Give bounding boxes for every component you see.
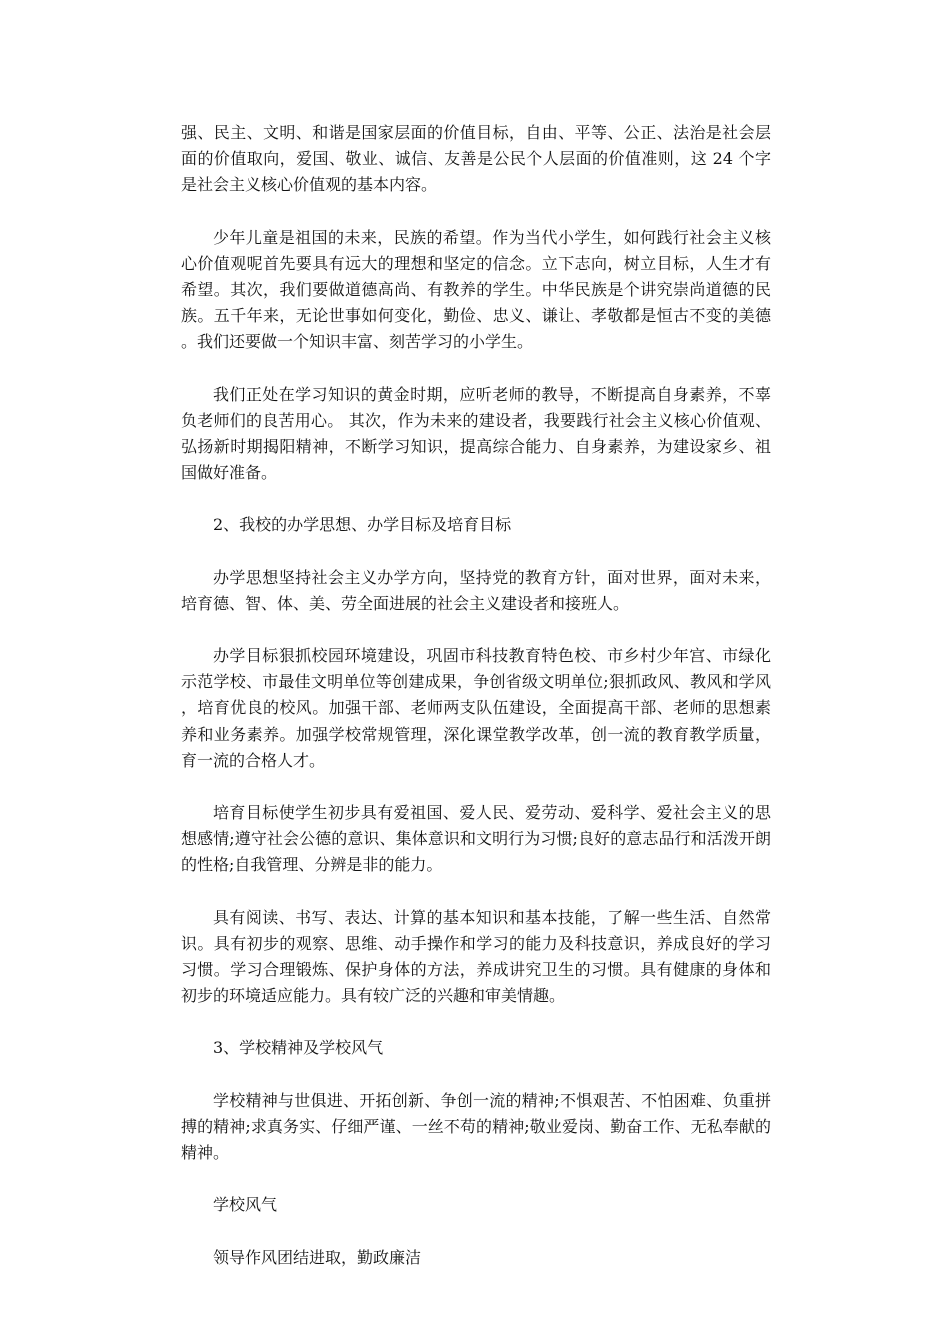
section-heading-school-philosophy: 2、我校的办学思想、办学目标及培育目标: [213, 515, 512, 535]
paragraph-core-values: 强、民主、文明、和谐是国家层面的价值目标，自由、平等、公正、法治是社会层面的价值取向，爱国、敬业、诚信、友善是公民个人层面的价值准则，这 24 个字是社会主义核心价值观的基本内容。: [181, 123, 771, 195]
paragraph-youth-future: 少年儿童是祖国的未来，民族的希望。作为当代小学生，如何践行社会主义核心价值观呢首先要具有远大的理想和坚定的信念。立下志向，树立目标，人生才有希望。其次，我们要做道德高尚、有教养的学生。中华民族是个讲究崇尚道德的民族。五千年来，无论世事如何变化，勤俭、忠义、谦让、孝敬都是恒古不变的美德。我们还要做一个知识丰富、刻苦学习的小学生。: [181, 227, 771, 352]
paragraph-leadership-style: 领导作风团结进取，勤政廉洁: [213, 1247, 422, 1267]
document-body: [181, 120, 771, 1297]
paragraph-training-goals: 培育目标使学生初步具有爱祖国、爱人民、爱劳动、爱科学、爱社会主义的思想感情;遵守社会公德的意识、集体意识和文明行为习惯;良好的意志品行和活泼开朗的性格;自我管理、分辨是非的能力。: [181, 803, 771, 875]
paragraph-school-goals: 办学目标狠抓校园环境建设，巩固市科技教育特色校、市乡村少年宫、市绿化示范学校、市最佳文明单位等创建成果，争创省级文明单位;狠抓政风、教风和学风，培育优良的校风。加强干部、老师两支队伍建设，全面提高干部、老师的思想素养和业务素养。加强学校常规管理，深化课堂教学改革，创一流的教育教学质量，育一流的合格人才。: [181, 646, 771, 770]
section-heading-school-spirit: 3、学校精神及学校风气: [213, 1038, 384, 1058]
paragraph-school-spirit: 学校精神与世俱进、开拓创新、争创一流的精神;不惧艰苦、不怕困难、负重拼搏的精神;求真务实、仔细严谨、一丝不苟的精神;敬业爱岗、勤奋工作、无私奉献的精神。: [181, 1090, 771, 1163]
paragraph-school-philosophy: 办学思想坚持社会主义办学方向，坚持党的教育方针，面对世界，面对未来，培育德、智、体、美、劳全面进展的社会主义建设者和接班人。: [181, 567, 771, 613]
paragraph-golden-period: 我们正处在学习知识的黄金时期，应听老师的教导，不断提高自身素养，不辜负老师们的良苦用心。 其次，作为未来的建设者，我要践行社会主义核心价值观、弘扬新时期揭阳精神，不断学习知识，提高综合能力、自身素养，为建设家乡、祖国做好准备。: [181, 384, 771, 483]
subheading-school-atmosphere: 学校风气: [213, 1195, 278, 1215]
paragraph-basic-skills: 具有阅读、书写、表达、计算的基本知识和基本技能，了解一些生活、自然常识。具有初步的观察、思维、动手操作和学习的能力及科技意识，养成良好的学习习惯。学习合理锻炼、保护身体的方法，养成讲究卫生的习惯。具有健康的身体和初步的环境适应能力。具有较广泛的兴趣和审美情趣。: [181, 907, 771, 1006]
